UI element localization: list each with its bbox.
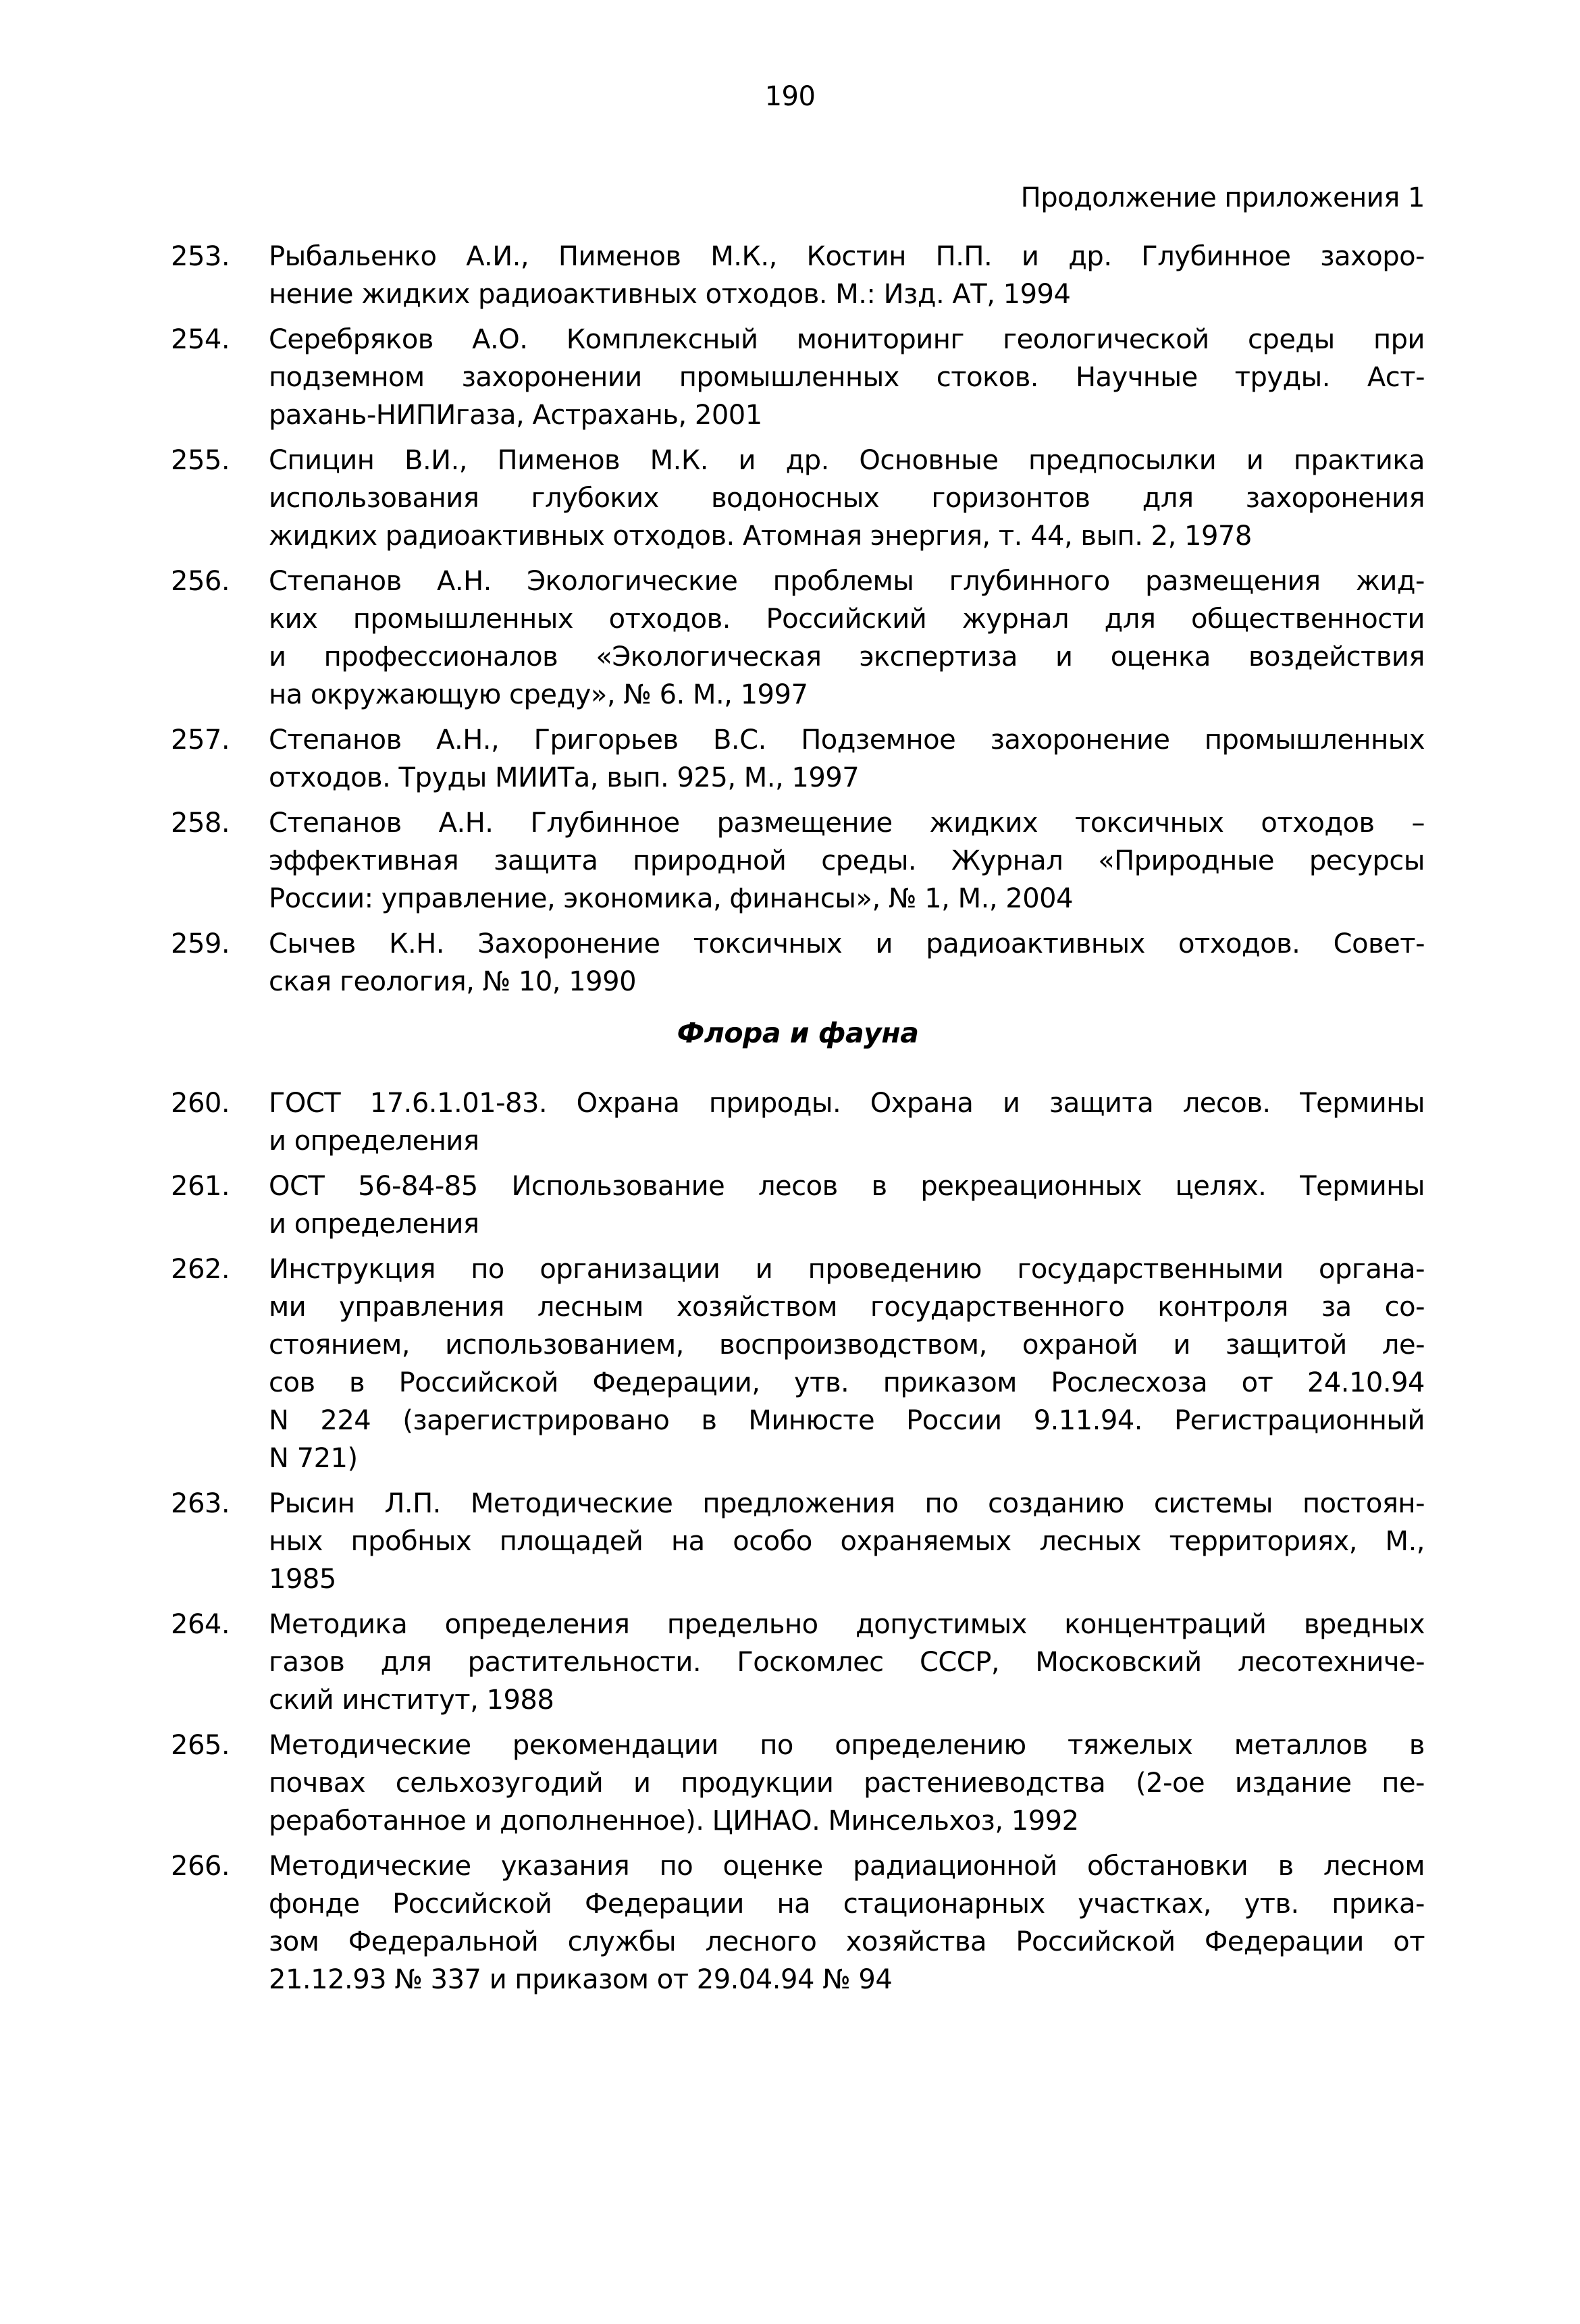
reference-line: сов в Российской Федерации, утв. приказом Рослесхоза от 24.10.94 (269, 1367, 1425, 1398)
reference-line: N 224 (зарегистрировано в Минюсте России 9.11.94. Регистрационный (269, 1405, 1425, 1436)
reference-line: Методические указания по оценке радиационной обстановки в лесном (269, 1851, 1425, 1882)
reference-item (171, 321, 1425, 434)
reference-line: Сычев К.Н. Захоронение токсичных и радиоактивных отходов. Совет- (269, 928, 1425, 959)
reference-item (171, 1485, 1425, 1598)
reference-line: 21.12.93 № 337 и приказом от 29.04.94 № 94 (269, 1964, 893, 1995)
reference-number: 254. (171, 324, 230, 355)
reference-text (269, 1084, 1425, 1160)
reference-line: Степанов А.Н., Григорьев В.С. Подземное захоронение промышленных (269, 724, 1425, 756)
reference-line: зом Федеральной службы лесного хозяйства Российской Федерации от (269, 1926, 1425, 1957)
reference-number: 264. (171, 1609, 230, 1640)
reference-text (269, 321, 1425, 434)
reference-item (171, 721, 1425, 797)
reference-text (269, 721, 1425, 797)
reference-line: Спицин В.И., Пименов М.К. и др. Основные предпосылки и практика (269, 445, 1425, 476)
reference-number: 253. (171, 241, 230, 272)
reference-line: подземном захоронении промышленных стоков. Научные труды. Аст- (269, 362, 1425, 393)
reference-line: ский институт, 1988 (269, 1685, 554, 1716)
reference-line: ных пробных площадей на особо охраняемых лесных территориях, М., (269, 1526, 1425, 1557)
reference-number: 265. (171, 1730, 230, 1761)
reference-line: и определения (269, 1209, 479, 1240)
reference-number: 260. (171, 1088, 230, 1119)
reference-item (171, 1606, 1425, 1719)
reference-line: Методические рекомендации по определению тяжелых металлов в (269, 1730, 1425, 1761)
reference-line: реработанное и дополненное). ЦИНАО. Минсельхоз, 1992 (269, 1805, 1079, 1837)
reference-line: Степанов А.Н. Глубинное размещение жидких токсичных отходов – (269, 808, 1425, 839)
reference-line: почвах сельхозугодий и продукции растениеводства (2-ое издание пе- (269, 1768, 1425, 1799)
reference-text (269, 1847, 1425, 1999)
reference-line: ких промышленных отходов. Российский журнал для общественности (269, 604, 1425, 635)
reference-line: и определения (269, 1126, 479, 1157)
reference-line: фонде Российской Федерации на стационарных участках, утв. прика- (269, 1889, 1425, 1920)
reference-line: ми управления лесным хозяйством государственного контроля за со- (269, 1292, 1425, 1323)
reference-number: 261. (171, 1171, 230, 1202)
reference-item (171, 925, 1425, 1001)
reference-line: Степанов А.Н. Экологические проблемы глубинного размещения жид- (269, 566, 1425, 597)
reference-item (171, 1847, 1425, 1999)
reference-text (269, 1485, 1425, 1598)
reference-number: 258. (171, 808, 230, 839)
page-number: 190 (764, 81, 816, 112)
reference-item (171, 238, 1425, 313)
reference-text (269, 925, 1425, 1001)
section-heading: Флора и фауна (677, 1017, 919, 1049)
reference-line: Инструкция по организации и проведению государственными органа- (269, 1254, 1425, 1285)
reference-line: использования глубоких водоносных горизонтов для захоронения (269, 483, 1425, 514)
reference-text (269, 1606, 1425, 1719)
reference-line: эффективная защита природной среды. Журнал «Природные ресурсы (269, 845, 1425, 876)
reference-line: 1985 (269, 1564, 336, 1595)
reference-item (171, 804, 1425, 918)
reference-line: Рысин Л.П. Методические предложения по созданию системы постоян- (269, 1488, 1425, 1519)
reference-line: нение жидких радиоактивных отходов. М.: Изд. АТ, 1994 (269, 279, 1071, 310)
reference-line: Методика определения предельно допустимых концентраций вредных (269, 1609, 1425, 1640)
reference-number: 256. (171, 566, 230, 597)
reference-line: газов для растительности. Госкомлес СССР, Московский лесотехниче- (269, 1647, 1425, 1678)
reference-text (269, 442, 1425, 555)
reference-item (171, 562, 1425, 714)
reference-line: России: управление, экономика, финансы», № 1, М., 2004 (269, 883, 1074, 914)
reference-line: ОСТ 56-84-85 Использование лесов в рекреационных целях. Термины (269, 1171, 1425, 1202)
reference-number: 262. (171, 1254, 230, 1285)
reference-number: 255. (171, 445, 230, 476)
reference-line: ская геология, № 10, 1990 (269, 966, 637, 997)
reference-number: 257. (171, 724, 230, 756)
reference-line: стоянием, использованием, воспроизводством, охраной и защитой ле- (269, 1329, 1425, 1361)
reference-text (269, 562, 1425, 714)
reference-number: 259. (171, 928, 230, 959)
reference-list (171, 238, 1425, 2006)
reference-text (269, 804, 1425, 918)
reference-line: рахань-НИПИгаза, Астрахань, 2001 (269, 400, 762, 431)
reference-text (269, 1726, 1425, 1840)
reference-line: Рыбальенко А.И., Пименов М.К., Костин П.П. и др. Глубинное захоро- (269, 241, 1425, 272)
reference-line: N 721) (269, 1443, 358, 1474)
reference-item (171, 1726, 1425, 1840)
reference-item (171, 1084, 1425, 1160)
reference-line: ГОСТ 17.6.1.01-83. Охрана природы. Охрана и защита лесов. Термины (269, 1088, 1425, 1119)
reference-line: отходов. Труды МИИТа, вып. 925, М., 1997 (269, 762, 860, 793)
reference-text (269, 238, 1425, 313)
reference-text (269, 1250, 1425, 1477)
reference-item (171, 442, 1425, 555)
reference-line: жидких радиоактивных отходов. Атомная энергия, т. 44, вып. 2, 1978 (269, 521, 1252, 552)
reference-line: Серебряков А.О. Комплексный мониторинг геологической среды при (269, 324, 1425, 355)
reference-item (171, 1250, 1425, 1477)
reference-number: 263. (171, 1488, 230, 1519)
reference-text (269, 1167, 1425, 1243)
reference-line: и профессионалов «Экологическая экспертиза и оценка воздействия (269, 641, 1425, 672)
reference-number: 266. (171, 1851, 230, 1882)
reference-item (171, 1167, 1425, 1243)
continuation-note: Продолжение приложения 1 (1020, 182, 1425, 213)
reference-line: на окружающую среду», № 6. М., 1997 (269, 679, 808, 710)
